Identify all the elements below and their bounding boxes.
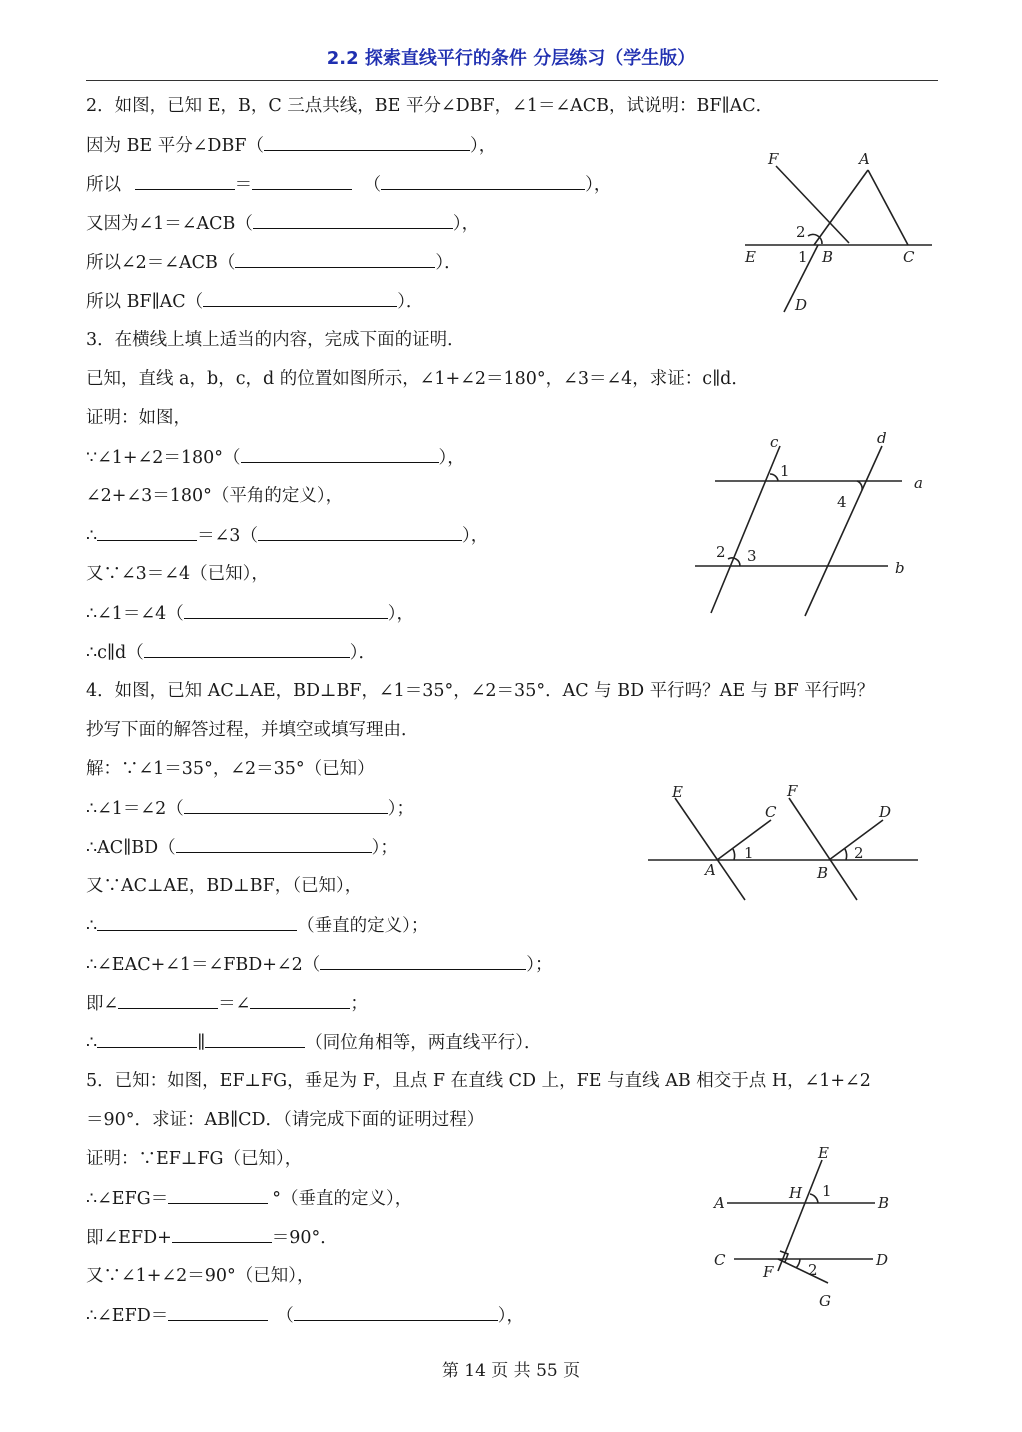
q2-line2 [86, 173, 611, 196]
q2-blank3[interactable] [253, 212, 453, 229]
q2-line1 [86, 134, 496, 157]
q2-label-D: D [795, 296, 808, 314]
q4-line2 [86, 797, 414, 820]
q3-line3-eq: ＝∠3（ [197, 526, 258, 546]
q3-line3 [86, 524, 488, 547]
q4-line3-text: ∴AC∥BD（ [86, 838, 176, 858]
q3-proof: 证明：如图， [86, 408, 191, 428]
q4-label-D: D [879, 803, 892, 821]
q4-blank2[interactable] [184, 797, 388, 814]
q2-label-A: A [859, 150, 870, 168]
page-footer: 第 14 页 共 55 页 [441, 1361, 581, 1381]
q3-label-2: 2 [716, 543, 726, 561]
q2-label-F: F [768, 150, 779, 168]
q5-line3-text: 即∠EFD+ [86, 1228, 172, 1248]
q2-label-2: 2 [796, 223, 806, 241]
q3-blank1[interactable] [241, 446, 439, 463]
q3-label-1: 1 [780, 462, 790, 480]
q4-stem: 4．如图，已知 AC⊥AE，BD⊥BF，∠1＝35°，∠2＝35°．AC 与 BD 平行吗？AE 与 BF 平行吗？ [86, 681, 875, 701]
q3-line1-text: ∵∠1+∠2＝180°（ [86, 448, 241, 468]
q2-line3 [86, 212, 479, 235]
q2-blank4[interactable] [235, 251, 435, 268]
q4-blank8b[interactable] [205, 1031, 305, 1048]
q5-line2-end: °（垂直的定义）， [272, 1189, 413, 1209]
q4-line3 [86, 836, 398, 859]
q2-line2-text: 所以 [86, 175, 121, 195]
q5-label-G: G [819, 1292, 831, 1310]
q5-line-FG [778, 1259, 828, 1283]
q4-line8-par: ∥ [197, 1033, 206, 1053]
q3-line5-text: ∴∠1＝∠4（ [86, 604, 184, 624]
q4-blank7a[interactable] [118, 992, 218, 1009]
q5-label-2: 2 [808, 1261, 818, 1279]
q5-line4: 又∵∠1+∠2＝90°（已知）， [86, 1266, 315, 1286]
q2-label-1: 1 [798, 248, 808, 266]
q3-line4: 又∵∠3＝∠4（已知）， [86, 564, 269, 584]
q2-line-FB [776, 166, 849, 243]
q2-line3-text: 又因为∠1＝∠ACB（ [86, 214, 253, 234]
q2-line4-end: ）． [435, 253, 462, 273]
q5-blank5a[interactable] [168, 1304, 268, 1321]
q4-line7-end: ； [350, 994, 368, 1014]
q3-arc-1 [770, 474, 778, 481]
q3-label-4: 4 [837, 493, 847, 511]
q5-label-D: D [876, 1251, 889, 1269]
q5-line5 [86, 1304, 524, 1327]
q3-label-c: c [770, 433, 779, 451]
q4-line7-eq: ＝∠ [218, 994, 251, 1014]
q5-stem: 5．已知：如图，EF⊥FG，垂足为 F，且点 F 在直线 CD 上，FE 与直线 AB 相交于点 H，∠1+∠2 [86, 1071, 871, 1091]
q4-line3-end: ）； [371, 838, 398, 858]
q4-line1: 解：∵∠1＝35°，∠2＝35°（已知） [86, 759, 375, 779]
q2-label-C: C [903, 248, 915, 266]
q4-blank8a[interactable] [97, 1031, 197, 1048]
q5-label-A: A [714, 1194, 725, 1212]
q3-line5-end: ）， [387, 604, 414, 624]
q5-label-B: B [878, 1194, 890, 1212]
q5-label-1: 1 [822, 1182, 832, 1200]
q4-line-FB [789, 798, 857, 900]
q4-line5-end: （垂直的定义）； [297, 916, 429, 936]
q4-label-B: B [817, 864, 829, 882]
q3-given: 已知，直线 a，b，c，d 的位置如图所示，∠1+∠2＝180°，∠3＝∠4，求证：c∥d． [86, 369, 749, 389]
q5-label-F: F [763, 1263, 774, 1281]
q2-line-AC [868, 170, 908, 245]
q5-line3-end: ＝90°． [271, 1228, 338, 1248]
header-divider [86, 80, 938, 81]
q5-line2-text: ∴∠EFG＝ [86, 1189, 169, 1209]
q4-blank6[interactable] [320, 953, 526, 970]
q4-label-C: C [765, 803, 777, 821]
q3-line-d [805, 446, 882, 616]
q2-blank2c[interactable] [381, 173, 585, 190]
q3-stem: 3．在横线上填上适当的内容，完成下面的证明． [86, 330, 465, 350]
q2-line3-end: ）， [452, 214, 480, 234]
q4-arc-2 [845, 849, 847, 860]
q2-blank5[interactable] [203, 290, 397, 307]
q3-blank6[interactable] [144, 641, 350, 658]
q2-blank2b[interactable] [252, 173, 352, 190]
q4-line2-text: ∴∠1＝∠2（ [86, 799, 184, 819]
q3-arc-4 [857, 481, 862, 490]
q3-line1-end: ）， [438, 448, 465, 468]
q2-label-E: E [745, 248, 756, 266]
q2-line1-end: ）， [469, 136, 497, 156]
q2-line4-text: 所以∠2＝∠ACB（ [86, 253, 236, 273]
q5-line5-text: ∴∠EFD＝ [86, 1306, 169, 1326]
q3-line5 [86, 602, 414, 625]
q5-stem2: ＝90°．求证：AB∥CD．（请完成下面的证明过程） [86, 1110, 485, 1130]
q2-line5-end: ）． [397, 292, 424, 312]
q3-line6-end: ）． [349, 643, 376, 663]
q3-line1 [86, 446, 465, 469]
q4-arc-1 [733, 849, 735, 860]
q4-line5 [86, 914, 428, 937]
q2-stem: 2．如图，已知 E，B，C 三点共线，BE 平分∠DBF，∠1＝∠ACB，试说明：BF∥AC． [86, 96, 774, 116]
q5-blank5b[interactable] [294, 1304, 498, 1321]
q3-label-b: b [895, 559, 905, 577]
q4-blank7b[interactable] [250, 992, 350, 1009]
q4-line-EA [675, 798, 745, 900]
q4-line2-end: ）； [387, 799, 414, 819]
q5-blank2[interactable] [168, 1187, 268, 1204]
q4-line7-text: 即∠ [86, 994, 119, 1014]
q4-label-E: E [672, 783, 683, 801]
q2-line5 [86, 290, 423, 313]
q2-blank1[interactable] [264, 134, 470, 151]
page-header: 2.2 探索直线平行的条件 分层练习（学生版） [326, 48, 696, 69]
q3-blank5[interactable] [184, 602, 388, 619]
q5-label-H: H [789, 1184, 803, 1202]
q4-line8-end: （同位角相等，两直线平行）． [305, 1033, 542, 1053]
q3-line-c [711, 446, 780, 613]
q4-line7 [86, 992, 368, 1015]
q4-line6-end: ）； [526, 955, 553, 975]
q5-figure [710, 1138, 920, 1313]
q3-label-3: 3 [747, 547, 757, 565]
q3-label-a: a [914, 474, 923, 492]
q5-line5-paren: （ [276, 1306, 294, 1326]
q4-blank5[interactable] [97, 914, 297, 931]
q4-label-F: F [787, 782, 798, 800]
q5-arc-1 [810, 1194, 818, 1203]
q5-label-E: E [818, 1144, 829, 1162]
q3-blank3b[interactable] [258, 524, 462, 541]
q3-line2: ∠2+∠3＝180°（平角的定义）， [86, 486, 344, 506]
q3-line3-end: ）， [461, 526, 489, 546]
q4-figure [645, 780, 925, 910]
q2-blank2a[interactable] [135, 173, 235, 190]
q4-label-A: A [705, 861, 716, 879]
q2-line5-text: 所以 BF∥AC（ [86, 292, 204, 312]
q2-line4 [86, 251, 462, 274]
q2-label-B: B [822, 248, 834, 266]
q5-blank3[interactable] [172, 1226, 272, 1243]
q3-line6-text: ∴c∥d（ [86, 643, 144, 663]
q3-line6 [86, 641, 376, 664]
q4-line8 [86, 1031, 541, 1054]
q4-line6-text: ∴∠EAC+∠1＝∠FBD+∠2（ [86, 955, 321, 975]
q4-label-1: 1 [744, 844, 754, 862]
q5-line2 [86, 1187, 412, 1210]
q4-blank3[interactable] [176, 836, 372, 853]
q4-stem2: 抄写下面的解答过程，并填空或填写理由． [86, 720, 419, 740]
q2-line1-text: 因为 BE 平分∠DBF（ [86, 136, 264, 156]
q5-label-C: C [714, 1251, 726, 1269]
q3-figure [690, 428, 940, 628]
q4-line6 [86, 953, 552, 976]
q5-line1: 证明：∵EF⊥FG（已知）， [86, 1149, 303, 1169]
q3-line3-text: ∴ [86, 526, 98, 546]
q2-figure [740, 148, 940, 318]
q4-line5-text: ∴ [86, 916, 98, 936]
q5-line5-end: ）， [497, 1306, 524, 1326]
q3-blank3a[interactable] [97, 524, 197, 541]
q5-line3 [86, 1226, 338, 1249]
q2-line2-eq: ＝ [234, 175, 253, 195]
q2-line2-end: ）， [585, 175, 612, 195]
q2-line2-paren: （ [363, 175, 382, 195]
q5-arc-2 [796, 1259, 800, 1268]
q3-label-d: d [877, 429, 887, 447]
q5-line-EF [778, 1160, 822, 1271]
q4-line4: 又∵AC⊥AE，BD⊥BF，（已知）， [86, 876, 363, 896]
q4-line8-text: ∴ [86, 1033, 98, 1053]
q4-label-2: 2 [854, 844, 864, 862]
